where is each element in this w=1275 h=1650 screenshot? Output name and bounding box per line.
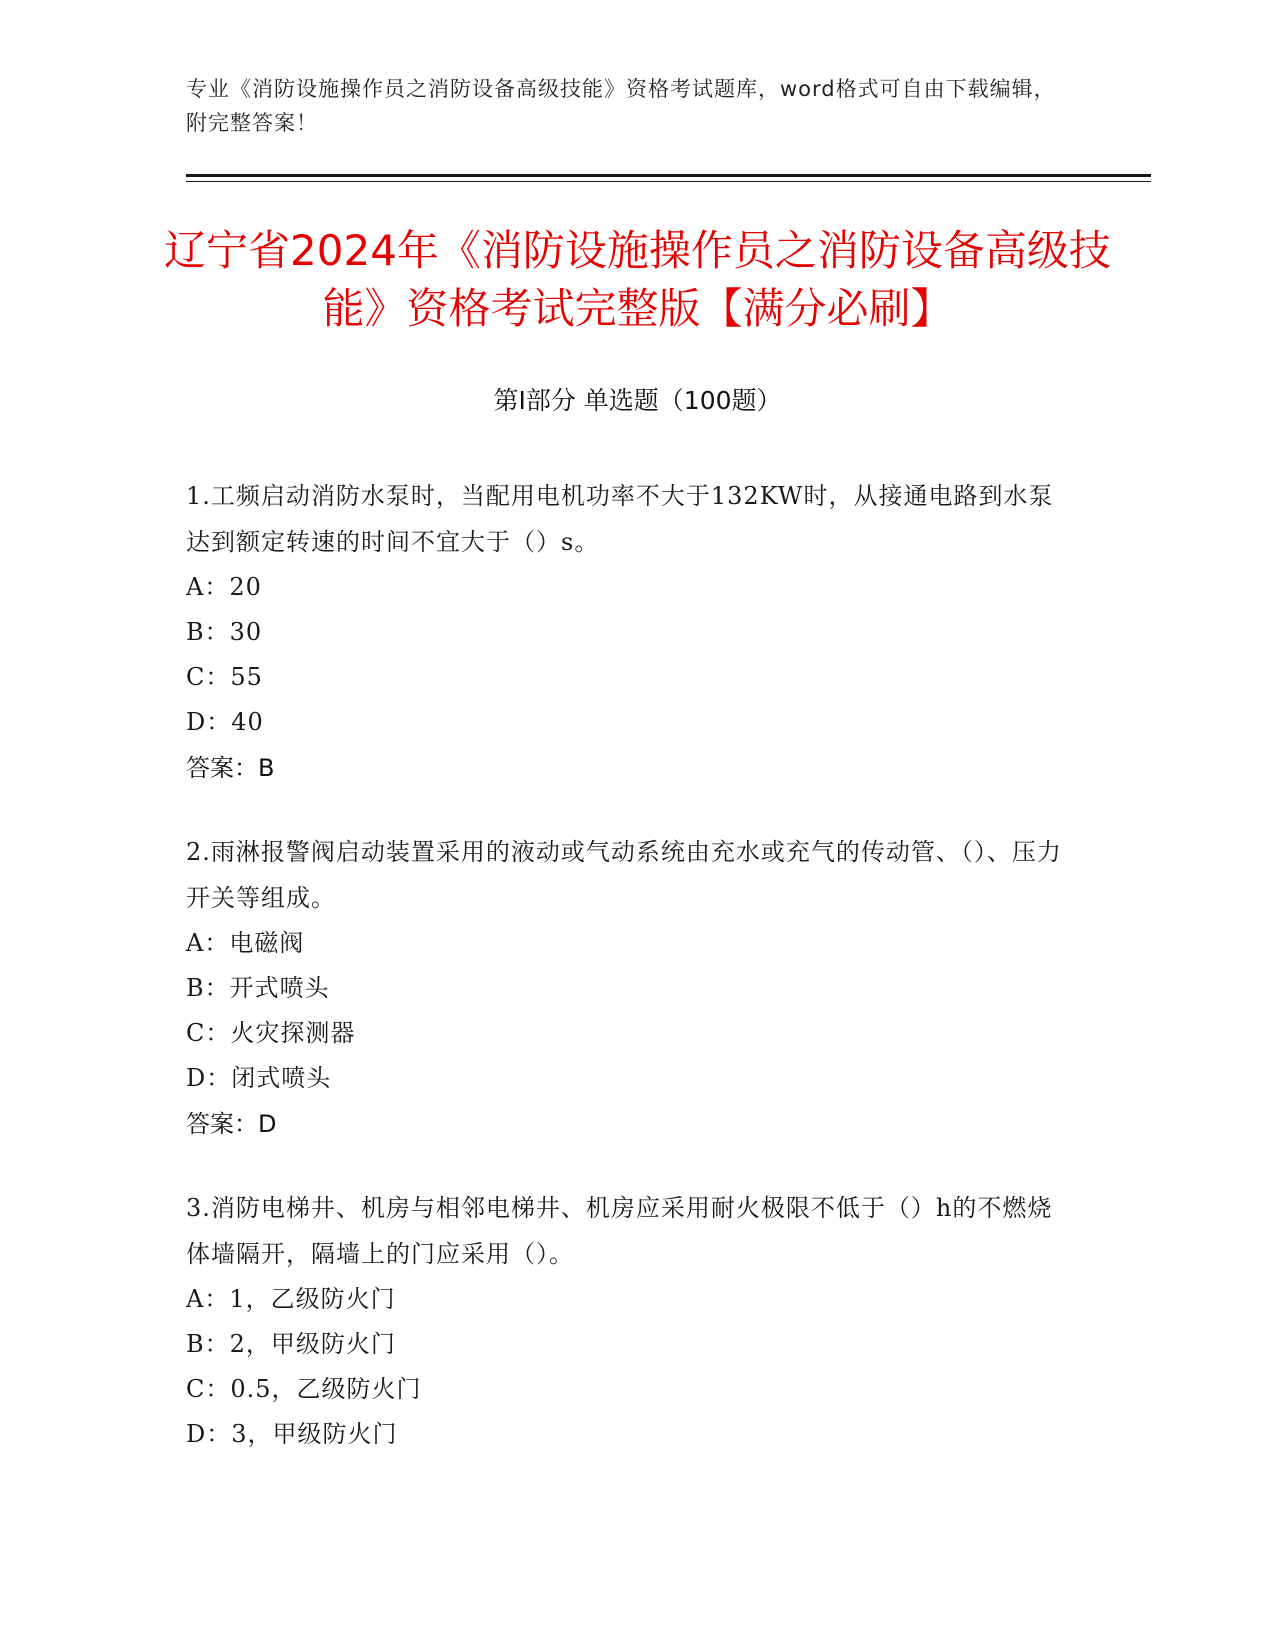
option-a: A：20 <box>186 573 262 601</box>
header-note: 专业《消防设施操作员之消防设备高级技能》资格考试题库，word格式可自由下载编辑，附完整答案！ <box>186 77 1056 135</box>
answer: 答案：B <box>186 754 275 782</box>
question-stem: 1.工频启动消防水泵时，当配用电机功率不大于132KW时，从接通电路到水泵达到额定转速的时间不宜大于（）s。 <box>186 482 1054 556</box>
option-a: A：电磁阀 <box>186 929 305 957</box>
option-c: C：55 <box>186 663 263 691</box>
option-c: C：0.5，乙级防火门 <box>186 1375 422 1403</box>
option-a: A：1，乙级防火门 <box>186 1285 396 1313</box>
question-stem: 3.消防电梯井、机房与相邻电梯井、机房应采用耐火极限不低于（）h的不燃烧体墙隔开，隔墙上的门应采用（）。 <box>186 1194 1053 1268</box>
answer: 答案：D <box>186 1110 277 1138</box>
section-title: 第Ⅰ部分 单选题（100题） <box>493 386 782 415</box>
header-rule-thick <box>186 174 1151 177</box>
question-2 <box>186 829 1066 1147</box>
document-title: 辽宁省2024年《消防设施操作员之消防设备高级技能》资格考试完整版【满分必刷】 <box>164 226 1111 333</box>
header-rule-thin <box>186 181 1151 182</box>
question-3 <box>186 1185 1066 1457</box>
option-b: B：2，甲级防火门 <box>186 1330 396 1358</box>
option-d: D：闭式喷头 <box>186 1064 332 1092</box>
option-b: B：开式喷头 <box>186 974 330 1002</box>
option-d: D：3，甲级防火门 <box>186 1420 398 1448</box>
question-stem: 2.雨淋报警阀启动装置采用的液动或气动系统由充水或充气的传动管、（）、压力开关等组成。 <box>186 838 1062 912</box>
option-d: D：40 <box>186 708 264 736</box>
option-c: C：火灾探测器 <box>186 1019 356 1047</box>
question-1 <box>186 473 1066 791</box>
question-list <box>186 473 1066 1495</box>
option-b: B：30 <box>186 618 263 646</box>
